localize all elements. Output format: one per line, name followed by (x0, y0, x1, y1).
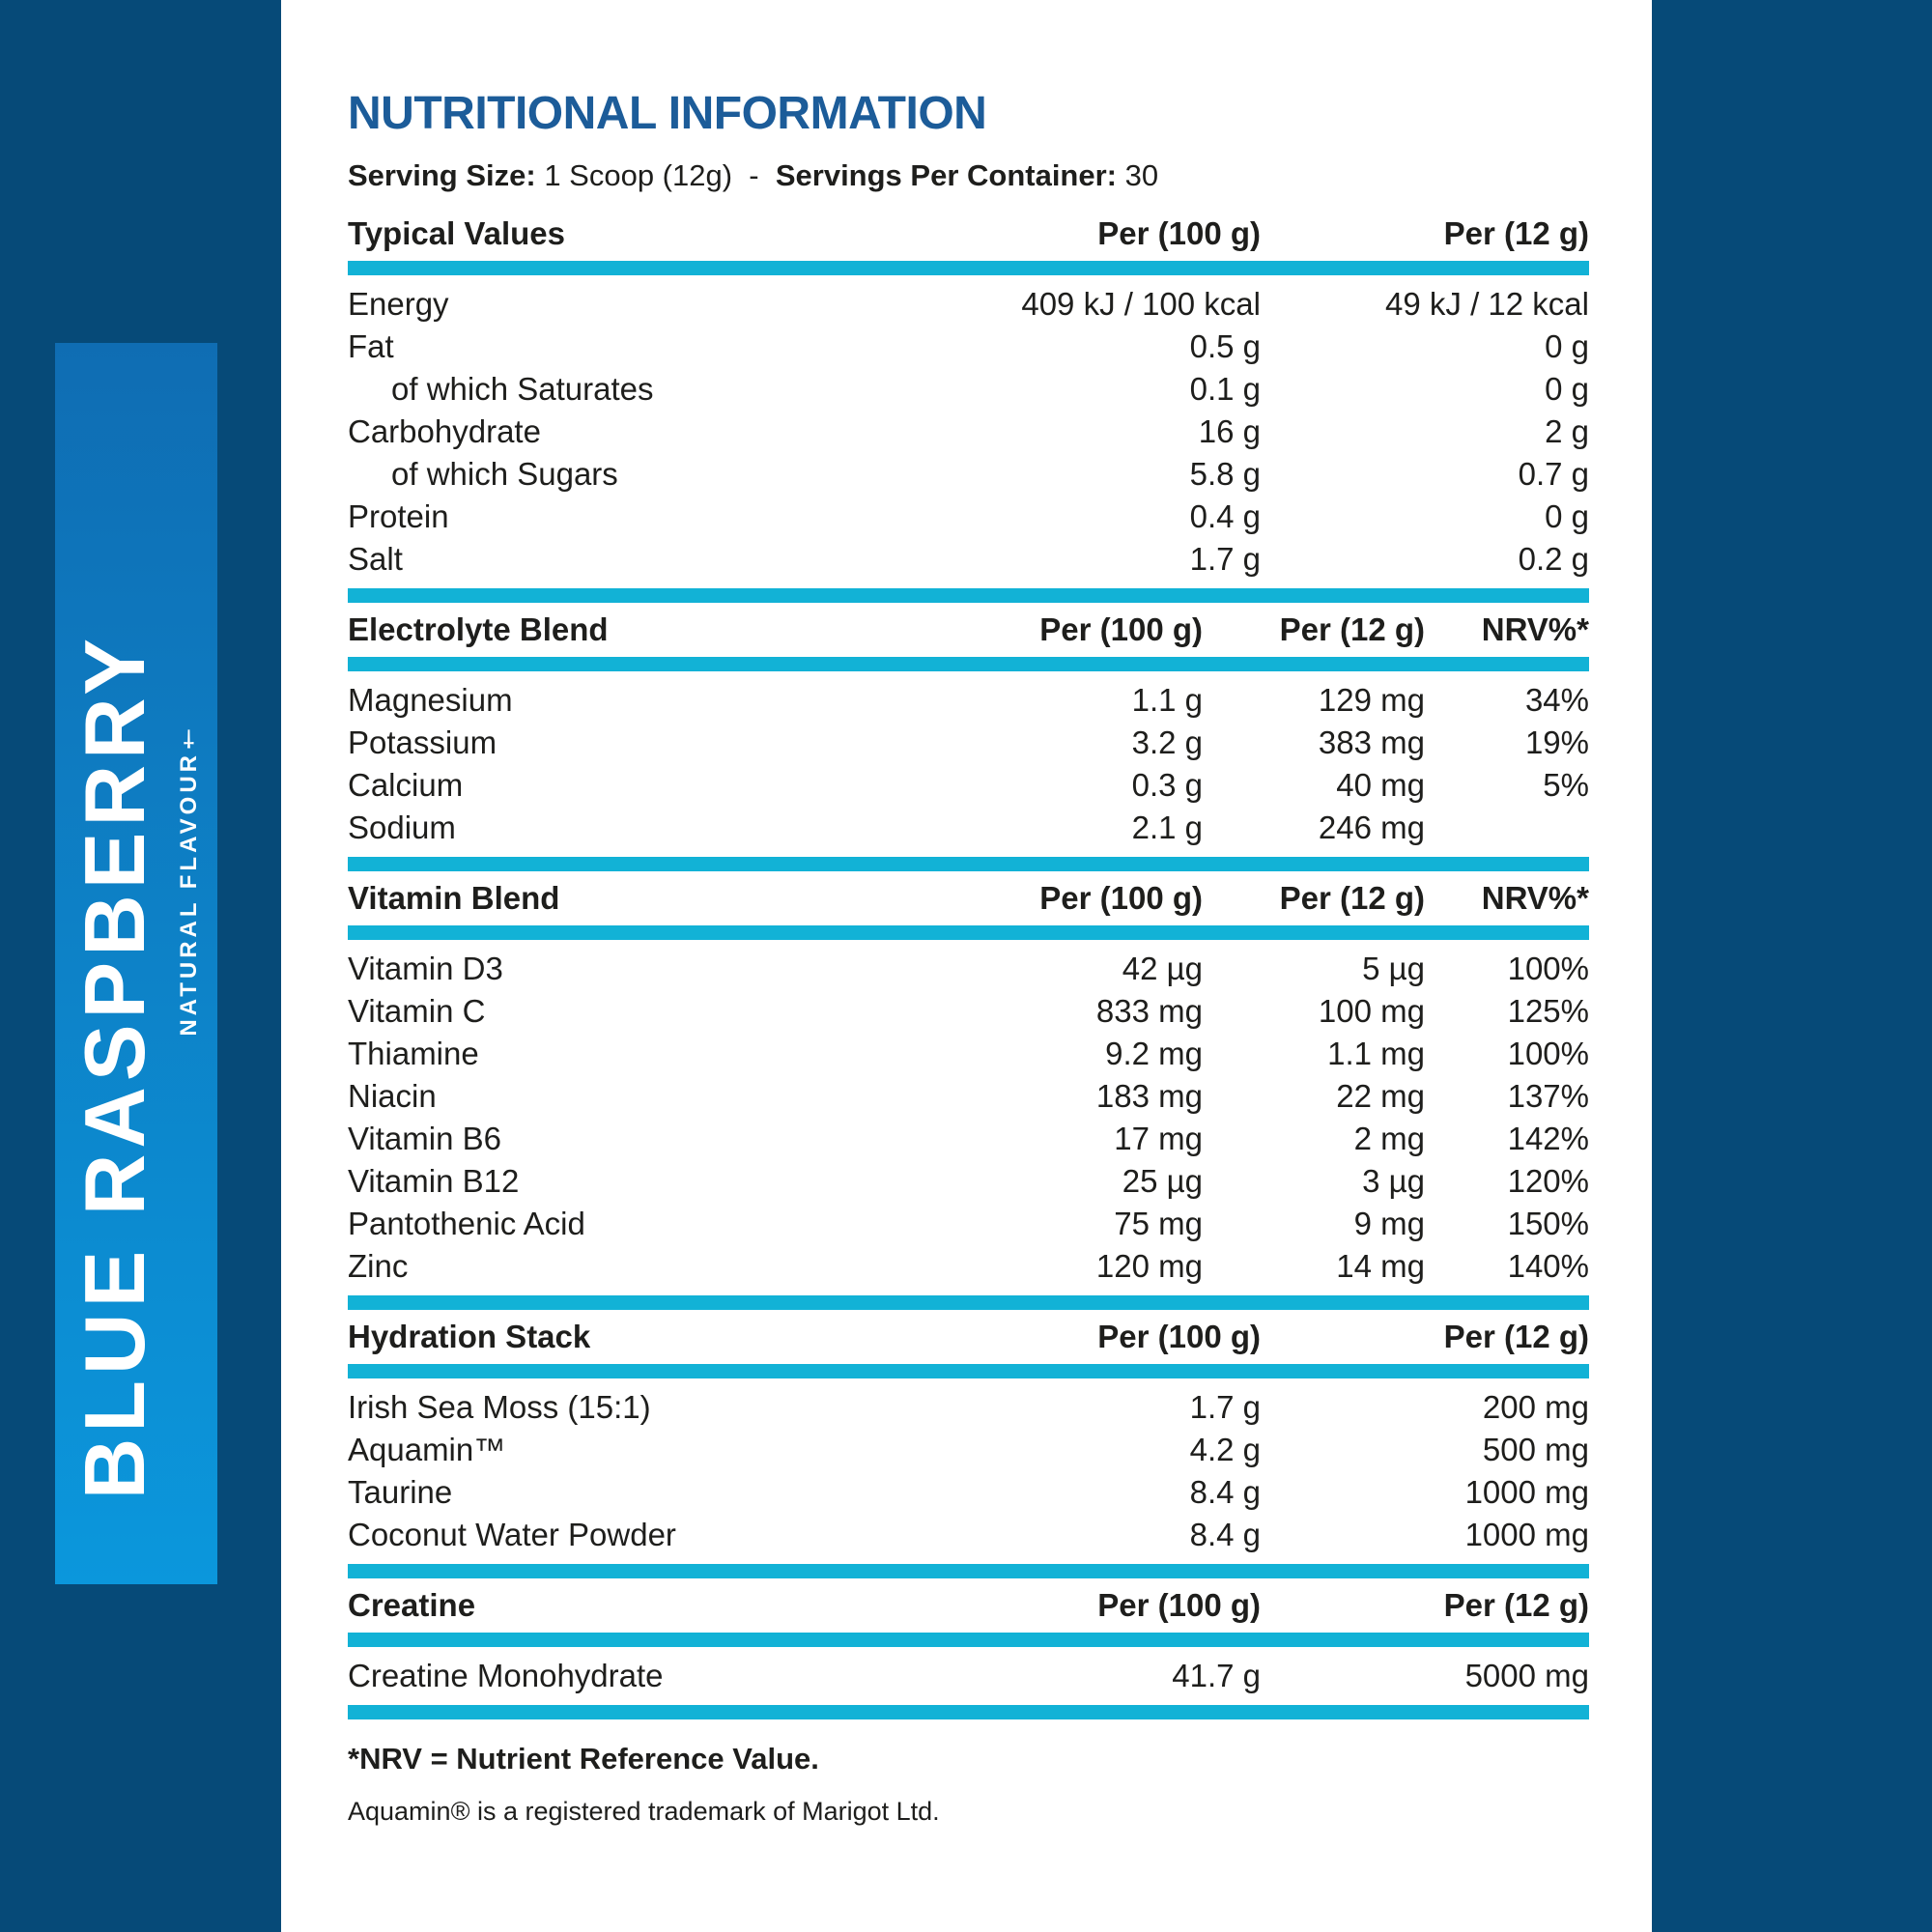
row-label: Irish Sea Moss (15:1) (348, 1389, 651, 1425)
section-divider-bar (348, 1705, 1589, 1719)
row-value-nrv: 150% (1507, 1206, 1589, 1241)
row-value-per12g: 0 g (1545, 328, 1589, 364)
row-value-per12g: 0.7 g (1518, 456, 1589, 492)
row-value-nrv: 142% (1507, 1121, 1589, 1156)
column-header-per12g: Per (12 g) (1279, 611, 1425, 647)
section-header-creatine (348, 1584, 1589, 1627)
section-header-vitamin-blend (348, 877, 1589, 920)
row-value-per100g: 9.2 mg (1105, 1036, 1203, 1071)
row-value-nrv: 5% (1543, 767, 1589, 803)
row-value-per12g: 500 mg (1482, 1432, 1589, 1467)
section-divider-bar (348, 1295, 1589, 1310)
column-header-per12g: Per (12 g) (1443, 215, 1589, 251)
table-row (348, 1471, 1589, 1514)
row-value-per12g: 40 mg (1336, 767, 1425, 803)
row-label: Vitamin C (348, 993, 486, 1029)
row-value-nrv: 137% (1507, 1078, 1589, 1114)
row-label: Pantothenic Acid (348, 1206, 585, 1241)
row-value-per12g: 9 mg (1353, 1206, 1425, 1241)
row-label: Salt (348, 541, 403, 577)
section-rows-typical-values (348, 275, 1589, 588)
row-label: Vitamin D3 (348, 951, 503, 986)
column-header-per100g: Per (100 g) (1097, 215, 1261, 251)
row-label: Carbohydrate (348, 413, 541, 449)
table-row (348, 1118, 1589, 1160)
row-value-per100g: 25 µg (1122, 1163, 1203, 1199)
table-row (348, 496, 1589, 538)
table-row (348, 1386, 1589, 1429)
row-value-per100g: 833 mg (1095, 993, 1203, 1029)
table-row (348, 283, 1589, 326)
row-value-per12g: 1000 mg (1464, 1474, 1589, 1510)
table-row (348, 411, 1589, 453)
row-value-per12g: 5000 mg (1464, 1658, 1589, 1693)
row-value-nrv: 34% (1524, 682, 1589, 718)
row-value-per12g: 49 kJ / 12 kcal (1385, 286, 1589, 322)
row-label: of which Saturates (391, 371, 654, 407)
row-value-per12g: 14 mg (1336, 1248, 1425, 1284)
row-label: Aquamin™ (348, 1432, 506, 1467)
row-value-per100g: 8.4 g (1189, 1474, 1261, 1510)
row-value-nrv (1425, 807, 1589, 849)
row-value-nrv: 100% (1507, 1036, 1589, 1071)
flavor-banner (55, 343, 217, 1584)
right-border-panel (1652, 0, 1932, 1932)
table-row (348, 1033, 1589, 1075)
row-value-per100g: 1.7 g (1189, 541, 1261, 577)
row-value-per12g: 3 µg (1362, 1163, 1425, 1199)
left-border-panel (0, 0, 281, 1932)
row-value-per12g: 5 µg (1362, 951, 1425, 986)
table-row (348, 1655, 1589, 1697)
row-value-per12g: 1.1 mg (1327, 1036, 1425, 1071)
row-label: Sodium (348, 810, 456, 845)
serving-size-value: 1 Scoop (12g) (544, 158, 733, 192)
row-value-per12g: 129 mg (1318, 682, 1425, 718)
row-value-per100g: 0.4 g (1189, 498, 1261, 534)
nrv-footnote: *NRV = Nutrient Reference Value. (348, 1742, 819, 1776)
column-header-nrv: NRV%* (1481, 611, 1589, 647)
row-value-per12g: 2 mg (1353, 1121, 1425, 1156)
table-row (348, 326, 1589, 368)
table-row (348, 453, 1589, 496)
section-divider-bar (348, 857, 1589, 871)
row-value-per100g: 4.2 g (1189, 1432, 1261, 1467)
row-value-per100g: 2.1 g (1131, 810, 1203, 845)
table-row (348, 679, 1589, 722)
column-header-per100g: Per (100 g) (1039, 880, 1203, 916)
row-value-per100g: 1.7 g (1189, 1389, 1261, 1425)
row-value-per100g: 0.5 g (1189, 328, 1261, 364)
row-value-per100g: 75 mg (1114, 1206, 1203, 1241)
section-header-typical-values (348, 213, 1589, 255)
flavor-name: BLUE RASPBERRY (66, 633, 162, 1500)
row-value-per100g: 183 mg (1095, 1078, 1203, 1114)
row-value-per12g: 0.2 g (1518, 541, 1589, 577)
table-row (348, 807, 1589, 849)
section-rows-hydration-stack (348, 1378, 1589, 1564)
table-row (348, 368, 1589, 411)
column-header-per12g: Per (12 g) (1443, 1587, 1589, 1623)
section-divider-bar (348, 1633, 1589, 1647)
row-label: Calcium (348, 767, 464, 803)
table-row (348, 1203, 1589, 1245)
section-divider-bar (348, 588, 1589, 603)
row-label: Energy (348, 286, 449, 322)
servings-per-container-label: Servings Per Container: (775, 158, 1117, 192)
row-value-per12g: 246 mg (1318, 810, 1425, 845)
row-value-per100g: 41.7 g (1172, 1658, 1261, 1693)
row-value-per12g: 22 mg (1336, 1078, 1425, 1114)
section-rows-vitamin-blend (348, 940, 1589, 1295)
row-value-per100g: 0.1 g (1189, 371, 1261, 407)
row-label: Taurine (348, 1474, 453, 1510)
table-row (348, 1075, 1589, 1118)
section-divider-bar (348, 657, 1589, 671)
nutrition-content (348, 0, 1589, 1830)
column-header-per100g: Per (100 g) (1097, 1319, 1261, 1354)
row-value-per12g: 0 g (1545, 498, 1589, 534)
table-row (348, 990, 1589, 1033)
table-row (348, 1160, 1589, 1203)
row-label: of which Sugars (391, 456, 618, 492)
row-value-per100g: 120 mg (1095, 1248, 1203, 1284)
flavor-subtitle: NATURAL FLAVOUR† (175, 722, 202, 1037)
row-label: Coconut Water Powder (348, 1517, 676, 1552)
row-value-per100g: 409 kJ / 100 kcal (1021, 286, 1261, 322)
serving-info-line (348, 155, 1589, 197)
trademark-footnote: Aquamin® is a registered trademark of Marigot Ltd. (348, 1797, 940, 1826)
column-header-per100g: Per (100 g) (1097, 1587, 1261, 1623)
section-title: Creatine (348, 1587, 476, 1623)
row-label: Magnesium (348, 682, 513, 718)
section-title: Typical Values (348, 215, 566, 251)
row-value-per12g: 200 mg (1482, 1389, 1589, 1425)
table-row (348, 1514, 1589, 1556)
section-title: Hydration Stack (348, 1319, 591, 1354)
section-divider-bar (348, 925, 1589, 940)
serving-size-label: Serving Size: (348, 158, 536, 192)
row-value-nrv: 140% (1507, 1248, 1589, 1284)
column-header-per12g: Per (12 g) (1279, 880, 1425, 916)
row-value-per100g: 8.4 g (1189, 1517, 1261, 1552)
row-value-per100g: 3.2 g (1131, 724, 1203, 760)
row-value-per12g: 2 g (1545, 413, 1589, 449)
row-value-nrv: 19% (1524, 724, 1589, 760)
table-row (348, 764, 1589, 807)
column-header-per12g: Per (12 g) (1443, 1319, 1589, 1354)
table-row (348, 722, 1589, 764)
row-value-nrv: 125% (1507, 993, 1589, 1029)
row-value-per100g: 1.1 g (1131, 682, 1203, 718)
section-divider-bar (348, 1564, 1589, 1578)
row-value-per100g: 0.3 g (1131, 767, 1203, 803)
row-label: Fat (348, 328, 394, 364)
table-row (348, 538, 1589, 581)
row-value-per100g: 16 g (1198, 413, 1261, 449)
row-label: Zinc (348, 1248, 409, 1284)
row-value-per12g: 0 g (1545, 371, 1589, 407)
section-header-electrolyte-blend (348, 609, 1589, 651)
row-value-per100g: 42 µg (1122, 951, 1203, 986)
row-label: Vitamin B12 (348, 1163, 520, 1199)
row-value-per100g: 5.8 g (1189, 456, 1261, 492)
row-value-per12g: 1000 mg (1464, 1517, 1589, 1552)
table-row (348, 948, 1589, 990)
row-label: Niacin (348, 1078, 437, 1114)
table-row (348, 1245, 1589, 1288)
section-header-hydration-stack (348, 1316, 1589, 1358)
row-value-nrv: 120% (1507, 1163, 1589, 1199)
row-label: Potassium (348, 724, 497, 760)
section-title: Vitamin Blend (348, 880, 560, 916)
page-title: NUTRITIONAL INFORMATION (348, 88, 987, 139)
column-header-per100g: Per (100 g) (1039, 611, 1203, 647)
row-label: Protein (348, 498, 449, 534)
section-divider-bar (348, 1364, 1589, 1378)
row-label: Creatine Monohydrate (348, 1658, 664, 1693)
column-header-nrv: NRV%* (1481, 880, 1589, 916)
row-value-per12g: 383 mg (1318, 724, 1425, 760)
row-label: Vitamin B6 (348, 1121, 501, 1156)
servings-per-container-value: 30 (1124, 158, 1159, 192)
row-value-per12g: 100 mg (1318, 993, 1425, 1029)
section-divider-bar (348, 261, 1589, 275)
row-value-per100g: 17 mg (1114, 1121, 1203, 1156)
section-rows-creatine (348, 1647, 1589, 1705)
table-row (348, 1429, 1589, 1471)
serving-separator: - (749, 158, 759, 192)
section-title: Electrolyte Blend (348, 611, 609, 647)
row-value-nrv: 100% (1507, 951, 1589, 986)
section-rows-electrolyte-blend (348, 671, 1589, 857)
row-label: Thiamine (348, 1036, 479, 1071)
